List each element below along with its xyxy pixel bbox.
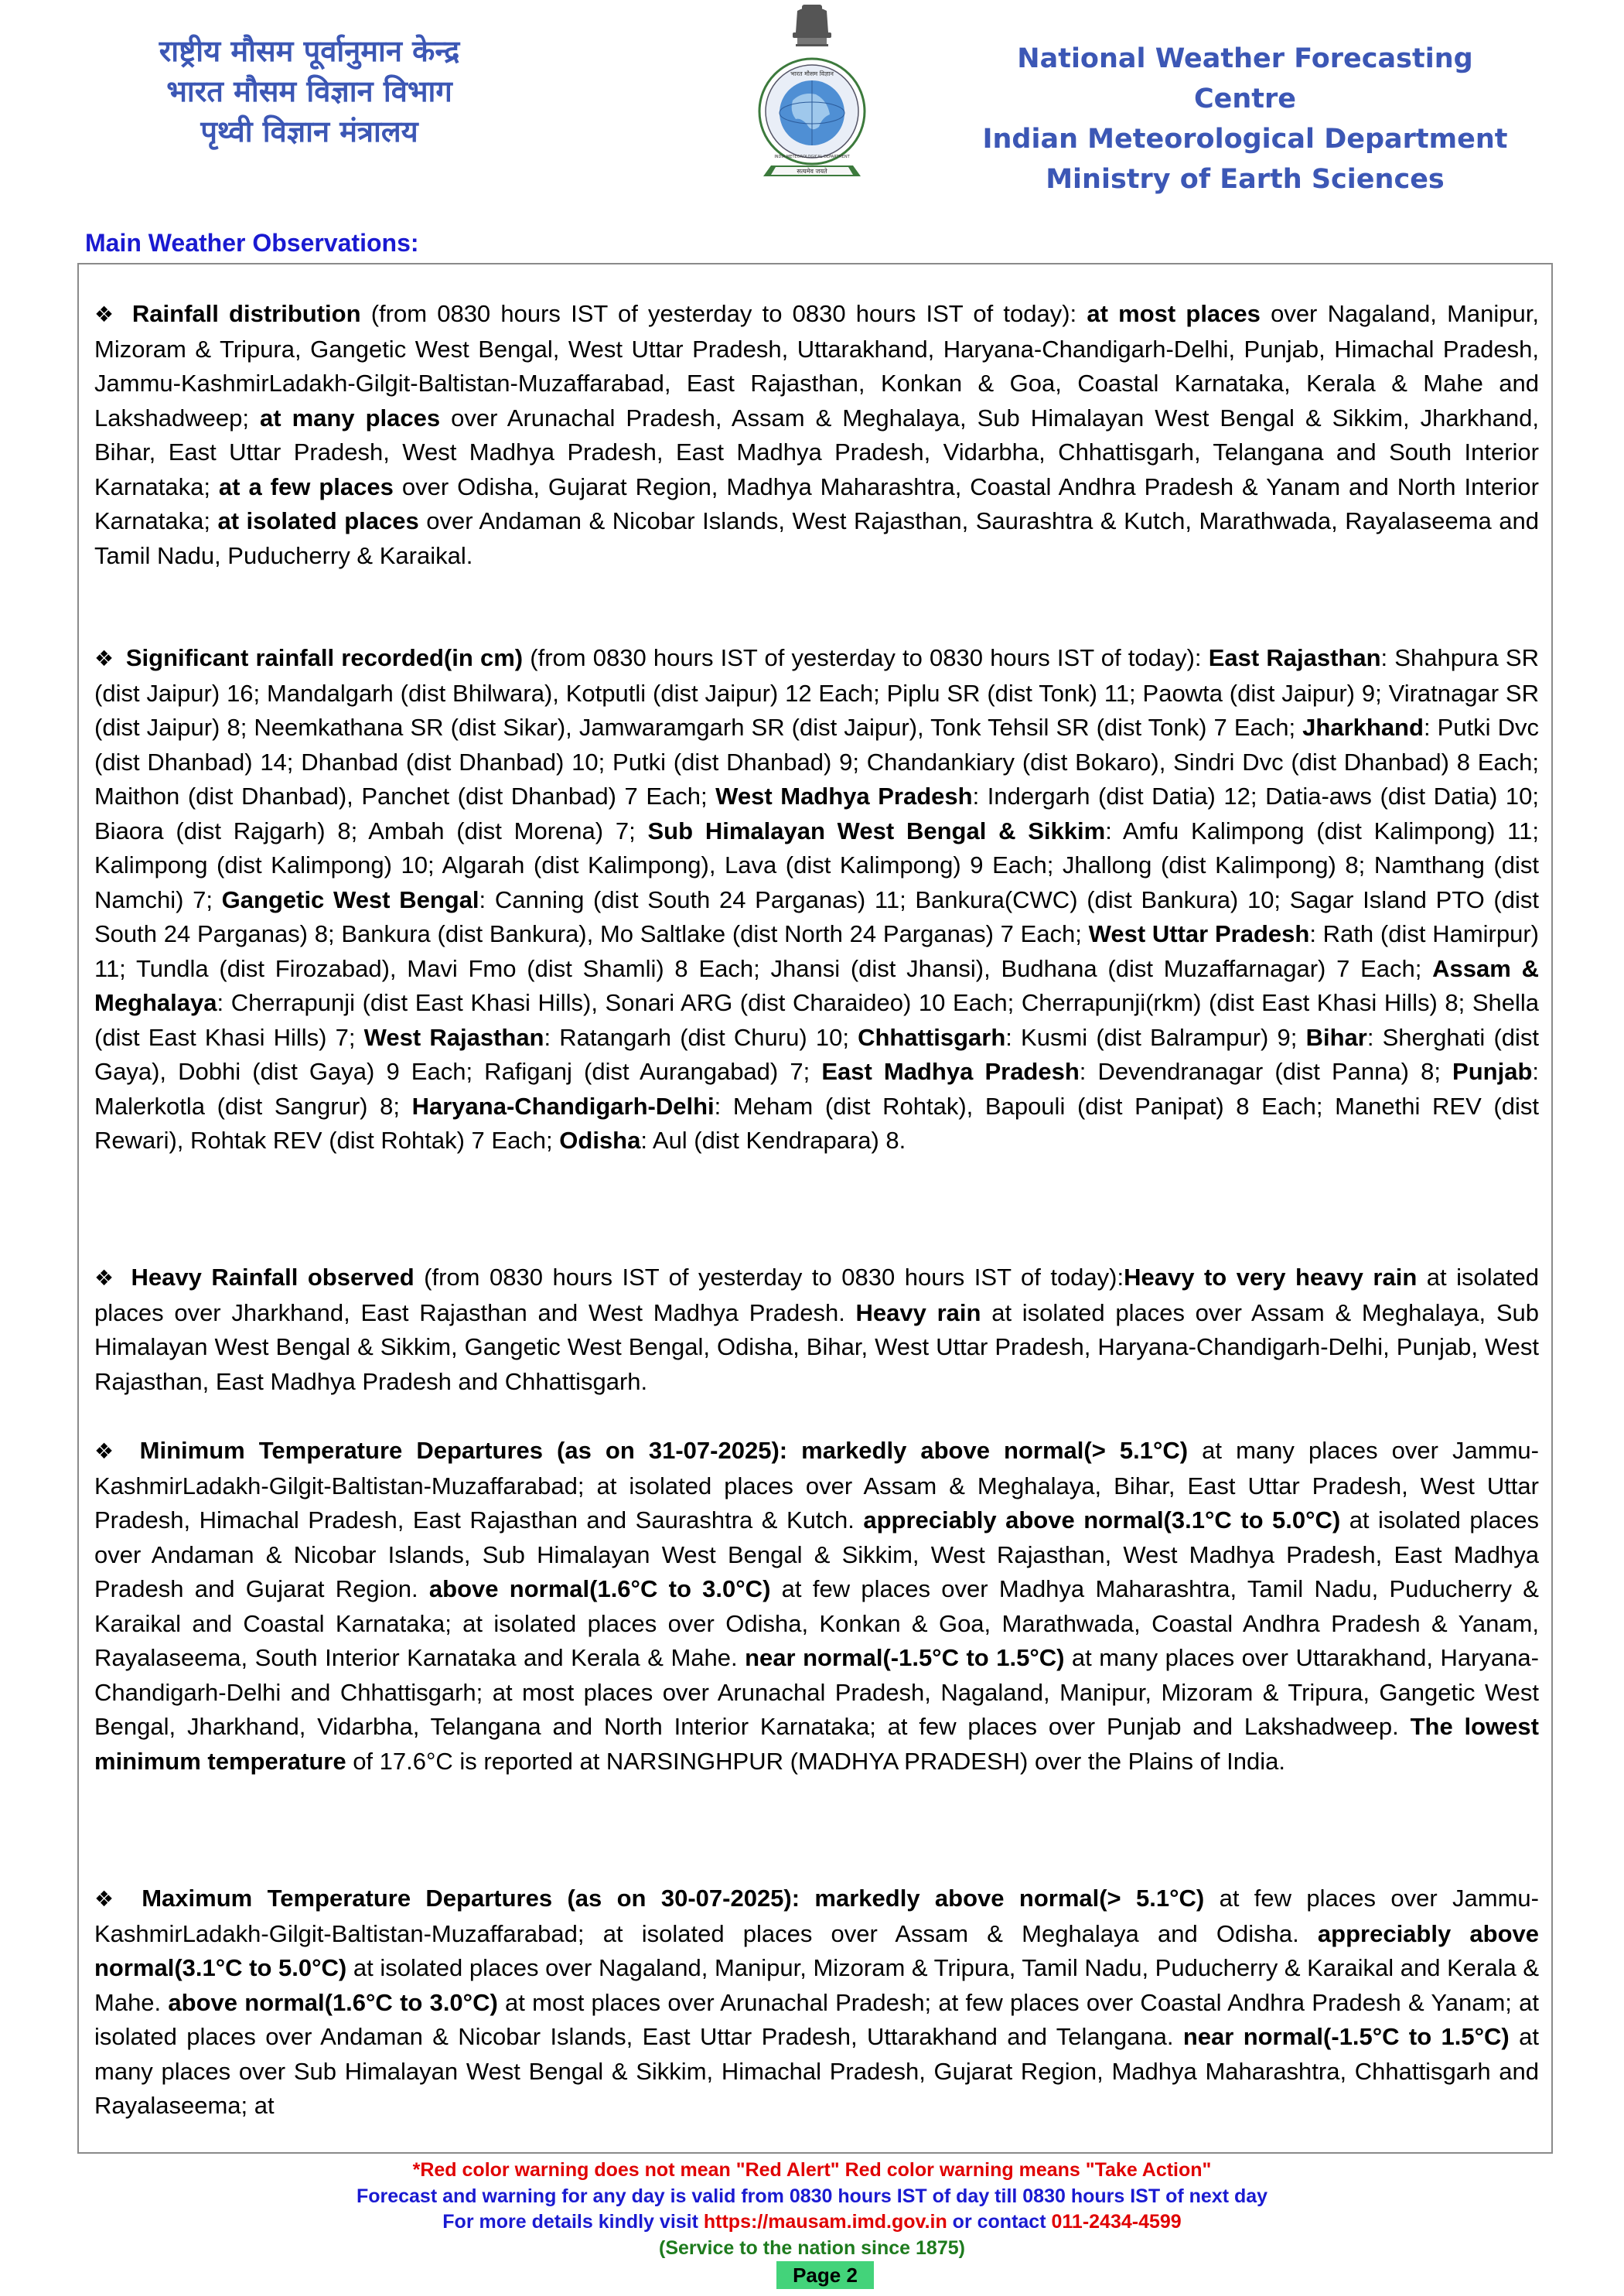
text-run: at few places over Madhya Maharashtra, Tamil Nadu, Puducherry & Karaikal and Coastal Karnataka; at isolated places over Odisha, Konkan & Goa, Marathwada, Coastal Andhra Pradesh & Yanam, Rayalaseema, South Interior Karnataka and Kerala & Mahe.	[94, 1575, 1539, 1671]
bold-text-run: appreciably above normal(3.1°C to 5.0°C)	[863, 1506, 1341, 1534]
bullet-icon: ❖	[94, 1266, 117, 1290]
hindi-org-title	[116, 31, 503, 152]
text-run: : Devendranagar (dist Panna) 8;	[1079, 1058, 1453, 1085]
text-run: over Arunachal Pradesh, Assam & Meghalaya, Sub Himalayan West Bengal & Sikkim, Jharkhand, Bihar, East Uttar Pradesh, West Madhya Pradesh, East Madhya Pradesh, Vidarbha, Chhattisgarh, Telangana and South Interior Karnataka;	[94, 404, 1539, 500]
text-run: at most places over Arunachal Pradesh; at few places over Coastal Andhra Pradesh & Yanam; at isolated places over Andaman & Nicobar Islands, East Uttar Pradesh, Uttarakhand and Telangana.	[94, 1988, 1539, 2050]
text-run: : Sherghati (dist Gaya), Dobhi (dist Gaya) 9 Each; Rafiganj (dist Aurangabad) 7;	[94, 1023, 1540, 1085]
text-run: at isolated places over Andaman & Nicobar Islands, Sub Himalayan West Bengal & Sikkim, West Rajasthan, West Madhya Pradesh, East Madhya Pradesh and Gujarat Region.	[94, 1506, 1539, 1602]
text-run: : Kusmi (dist Balrampur) 9;	[1005, 1023, 1306, 1051]
bold-text-run: Minimum Temperature Departures (as on 31-07-2025): markedly above normal(> 5.1°C)	[139, 1437, 1189, 1464]
observations-box	[77, 263, 1553, 2154]
heavy-rainfall-paragraph	[94, 1261, 1539, 1399]
text-run: : Cherrapunji (dist East Khasi Hills), Sonari ARG (dist Charaideo) 10 Each; Cherrapunji(rkm) (dist East Khasi Hills) 8; Shella (dist East Khasi Hills) 7;	[94, 989, 1539, 1051]
bold-text-run: Heavy Rainfall observed	[131, 1264, 415, 1291]
bold-text-run: Chhattisgarh	[858, 1023, 1006, 1051]
bold-text-run: Assam & Meghalaya	[94, 954, 1539, 1016]
text-run: at many places over Uttarakhand, Haryana-Chandigarh-Delhi and Chhattisgarh; at most places over Arunachal Pradesh, Nagaland, Manipur, Mizoram & Tripura, Gangetic West Bengal, Jharkhand, Vidarbha, Telangana and North Interior Karnataka; at few places over Punjab and Lakshadweep.	[94, 1644, 1539, 1740]
english-line: National Weather Forecasting Centre	[1017, 43, 1473, 114]
text-run: : Indergarh (dist Datia) 12; Datia-aws (dist Datia) 10; Biaora (dist Rajgarh) 8; Ambah (dist Morena) 7;	[94, 783, 1539, 844]
rainfall-distribution-paragraph	[94, 297, 1539, 573]
text-run: : Putki Dvc (dist Dhanbad) 14; Dhanbad (dist Dhanbad) 10; Putki (dist Dhanbad) 9; Chandankiary (dist Bokaro), Sindri Dvc (dist Dhanbad) 8 Each; Maithon (dist Dhanbad), Panchet (dist Dhanbad) 7 Each;	[94, 714, 1539, 810]
emblem-hindi-text: भारत मौसम विज्ञान	[790, 70, 834, 77]
bold-text-run: Rainfall distribution	[131, 300, 361, 327]
bold-text-run: Sub Himalayan West Bengal & Sikkim	[647, 817, 1106, 844]
emblem-motto-text: सत्यमेव जयते	[797, 168, 827, 175]
english-line: Ministry of Earth Sciences	[1046, 164, 1445, 195]
bold-text-run: Heavy to very heavy rain	[1124, 1264, 1418, 1291]
bold-text-run: appreciably above normal(3.1°C to 5.0°C)	[94, 1919, 1539, 1981]
text-run: at many places over Jammu-KashmirLadakh-Gilgit-Baltistan-Muzaffarabad; at isolated places over Assam & Meghalaya, Bihar, East Uttar Pradesh, West Uttar Pradesh, Himachal Pradesh, East Rajasthan and Saurashtra & Kutch.	[94, 1437, 1539, 1534]
bold-text-run: Gangetic West Bengal	[221, 885, 479, 913]
bullet-icon: ❖	[94, 1439, 121, 1463]
bullet-icon: ❖	[94, 646, 114, 670]
text-run: at isolated places over Jharkhand, East Rajasthan and West Madhya Pradesh.	[94, 1264, 1539, 1326]
text-run: : Ratangarh (dist Churu) 10;	[544, 1023, 858, 1051]
bold-text-run: Maximum Temperature Departures (as on 30-07-2025): markedly above normal(> 5.1°C)	[142, 1885, 1205, 1912]
hindi-line: पृथ्वी विज्ञान मंत्रालय	[200, 114, 418, 148]
bold-text-run: above normal(1.6°C to 3.0°C)	[168, 1988, 498, 2016]
bullet-icon: ❖	[94, 1887, 122, 1911]
text-run: over Odisha, Gujarat Region, Madhya Maharashtra, Coastal Andhra Pradesh & Yanam and North Interior Karnataka;	[94, 473, 1539, 534]
bold-text-run: Heavy rain	[855, 1298, 981, 1326]
text-run: at many places over Sub Himalayan West Bengal & Sikkim, Himachal Pradesh, Gujarat Region, Madhya Maharashtra, Chhattisgarh and Rayalaseema; at	[94, 2023, 1539, 2119]
emblem-english-text: INDIA METEOROLOGICAL DEPARTMENT	[774, 155, 850, 159]
text-run: at isolated places over Nagaland, Manipur, Mizoram & Tripura, Tamil Nadu, Puducherry & Karaikal and Kerala & Mahe.	[94, 1954, 1539, 2016]
bold-text-run: Bihar	[1305, 1023, 1367, 1051]
service-note: (Service to the nation since 1875)	[659, 2236, 965, 2259]
text-run: at few places over Jammu-KashmirLadakh-Gilgit-Baltistan-Muzaffarabad; at isolated places over Assam & Meghalaya and Odisha.	[94, 1885, 1539, 1947]
text-run: : Shahpura SR (dist Jaipur) 16; Mandalgarh (dist Bhilwara), Kotputli (dist Jaipur) 12 Each; Piplu SR (dist Tonk) 11; Paowta (dist Jaipur) 9; Viratnagar SR (dist Jaipur) 8; Neemkathana SR (dist Sikar), Jamwaramgarh SR (dist Jaipur), Tonk Tehsil SR (dist Tonk) 7 Each;	[94, 644, 1539, 741]
minimum-temperature-paragraph	[94, 1434, 1539, 1779]
significant-rainfall-paragraph	[94, 641, 1539, 1158]
section-title: Main Weather Observations:	[85, 229, 419, 257]
bold-text-run: Jharkhand	[1302, 714, 1424, 741]
page-footer	[0, 2158, 1624, 2261]
phone-number: 011-2434-4599	[1051, 2211, 1182, 2233]
bold-text-run: West Rajasthan	[363, 1023, 544, 1051]
maximum-temperature-paragraph	[94, 1881, 1539, 2124]
text-run: (from 0830 hours IST of yesterday to 0830 hours IST of today):	[414, 1264, 1124, 1291]
contact-prefix: For more details kindly visit	[442, 2211, 704, 2233]
validity-note: Forecast and warning for any day is valid from 0830 hours IST of day till 0830 hours IST of next day	[356, 2185, 1268, 2207]
website-link[interactable]: https://mausam.imd.gov.in	[703, 2211, 947, 2233]
text-run: : Canning (dist South 24 Parganas) 11; Bankura(CWC) (dist Bankura) 10; Sagar Island PTO (dist South 24 Parganas) 8; Bankura (dist Bankura), Mo Saltlake (dist North 24 Parganas) 7 Each;	[94, 885, 1539, 947]
bold-text-run: Odisha	[559, 1127, 641, 1154]
hindi-line: राष्ट्रीय मौसम पूर्वानुमान केन्द्र	[159, 34, 460, 68]
text-run: at isolated places over Assam & Meghalaya, Sub Himalayan West Bengal & Sikkim, Gangetic West Bengal, Odisha, Bihar, West Uttar Pradesh, Haryana-Chandigarh-Delhi, Punjab, West Rajasthan, East Madhya Pradesh and Chhattisgarh.	[94, 1298, 1539, 1395]
bold-text-run: East Madhya Pradesh	[821, 1058, 1080, 1085]
bold-text-run: above normal(1.6°C to 3.0°C)	[428, 1575, 771, 1602]
bold-text-run: Haryana-Chandigarh-Delhi	[411, 1092, 715, 1120]
page-number-badge: Page 2	[776, 2261, 874, 2289]
bold-text-run: West Uttar Pradesh	[1088, 920, 1310, 947]
red-warning-note: *Red color warning does not mean "Red Alert" Red color warning means "Take Action"	[412, 2159, 1212, 2181]
bold-text-run: West Madhya Pradesh	[715, 783, 973, 810]
contact-line	[0, 2209, 1624, 2236]
lion-capital-icon	[793, 5, 831, 46]
bold-text-run: near normal(-1.5°C to 1.5°C)	[745, 1644, 1065, 1671]
bold-text-run: at most places	[1087, 300, 1261, 327]
english-org-title	[982, 39, 1508, 200]
bold-text-run: East Rajasthan	[1208, 644, 1381, 671]
text-run: : Malerkotla (dist Sangrur) 8;	[94, 1058, 1540, 1120]
bullet-icon: ❖	[94, 302, 118, 326]
text-run: (from 0830 hours IST of yesterday to 0830 hours IST of today):	[360, 300, 1087, 327]
bold-text-run: at a few places	[218, 473, 394, 500]
text-run: over Andaman & Nicobar Islands, West Rajasthan, Saurashtra & Kutch, Marathwada, Rayalaseema and Tamil Nadu, Puducherry & Karaikal.	[94, 507, 1539, 569]
text-run: : Amfu Kalimpong (dist Kalimpong) 11; Kalimpong (dist Kalimpong) 10; Algarah (dist Kalimpong), Lava (dist Kalimpong) 9 Each; Jhallong (dist Kalimpong) 8; Namthang (dist Namchi) 7;	[94, 817, 1539, 913]
bold-text-run: near normal(-1.5°C to 1.5°C)	[1182, 2023, 1510, 2050]
bold-text-run: The lowest minimum temperature	[94, 1713, 1539, 1775]
bold-text-run: at many places	[259, 404, 441, 432]
text-run: over Nagaland, Manipur, Mizoram & Tripura, Gangetic West Bengal, West Uttar Pradesh, Uttarakhand, Haryana-Chandigarh-Delhi, Punjab, Himachal Pradesh, Jammu-KashmirLadakh-Gilgit-Baltistan-Muzaffarabad, East Rajasthan, Konkan & Goa, Coastal Karnataka, Kerala & Mahe and Lakshadweep;	[94, 300, 1539, 432]
bold-text-run: at isolated places	[217, 507, 419, 534]
imd-emblem-logo	[754, 2, 870, 186]
page-header	[0, 0, 1624, 209]
text-run: : Rath (dist Hamirpur) 11; Tundla (dist Firozabad), Mavi Fmo (dist Shamli) 8 Each; Jhansi (dist Jhansi), Budhana (dist Muzaffarnagar) 7 Each;	[94, 920, 1539, 982]
text-run: : Aul (dist Kendrapara) 8.	[640, 1127, 906, 1154]
bold-text-run: Punjab	[1452, 1058, 1533, 1085]
text-run: : Meham (dist Rohtak), Bapouli (dist Panipat) 8 Each; Manethi REV (dist Rewari), Rohtak REV (dist Rohtak) 7 Each;	[94, 1092, 1539, 1154]
contact-mid: or contact	[947, 2211, 1052, 2233]
bold-text-run: Significant rainfall recorded(in cm)	[125, 644, 524, 671]
english-line: Indian Meteorological Department	[982, 124, 1508, 155]
hindi-line: भारत मौसम विज्ञान विभाग	[166, 74, 452, 108]
text-run: of 17.6°C is reported at NARSINGHPUR (MADHYA PRADESH) over the Plains of India.	[346, 1747, 1285, 1775]
text-run: (from 0830 hours IST of yesterday to 0830 hours IST of today):	[523, 644, 1209, 671]
